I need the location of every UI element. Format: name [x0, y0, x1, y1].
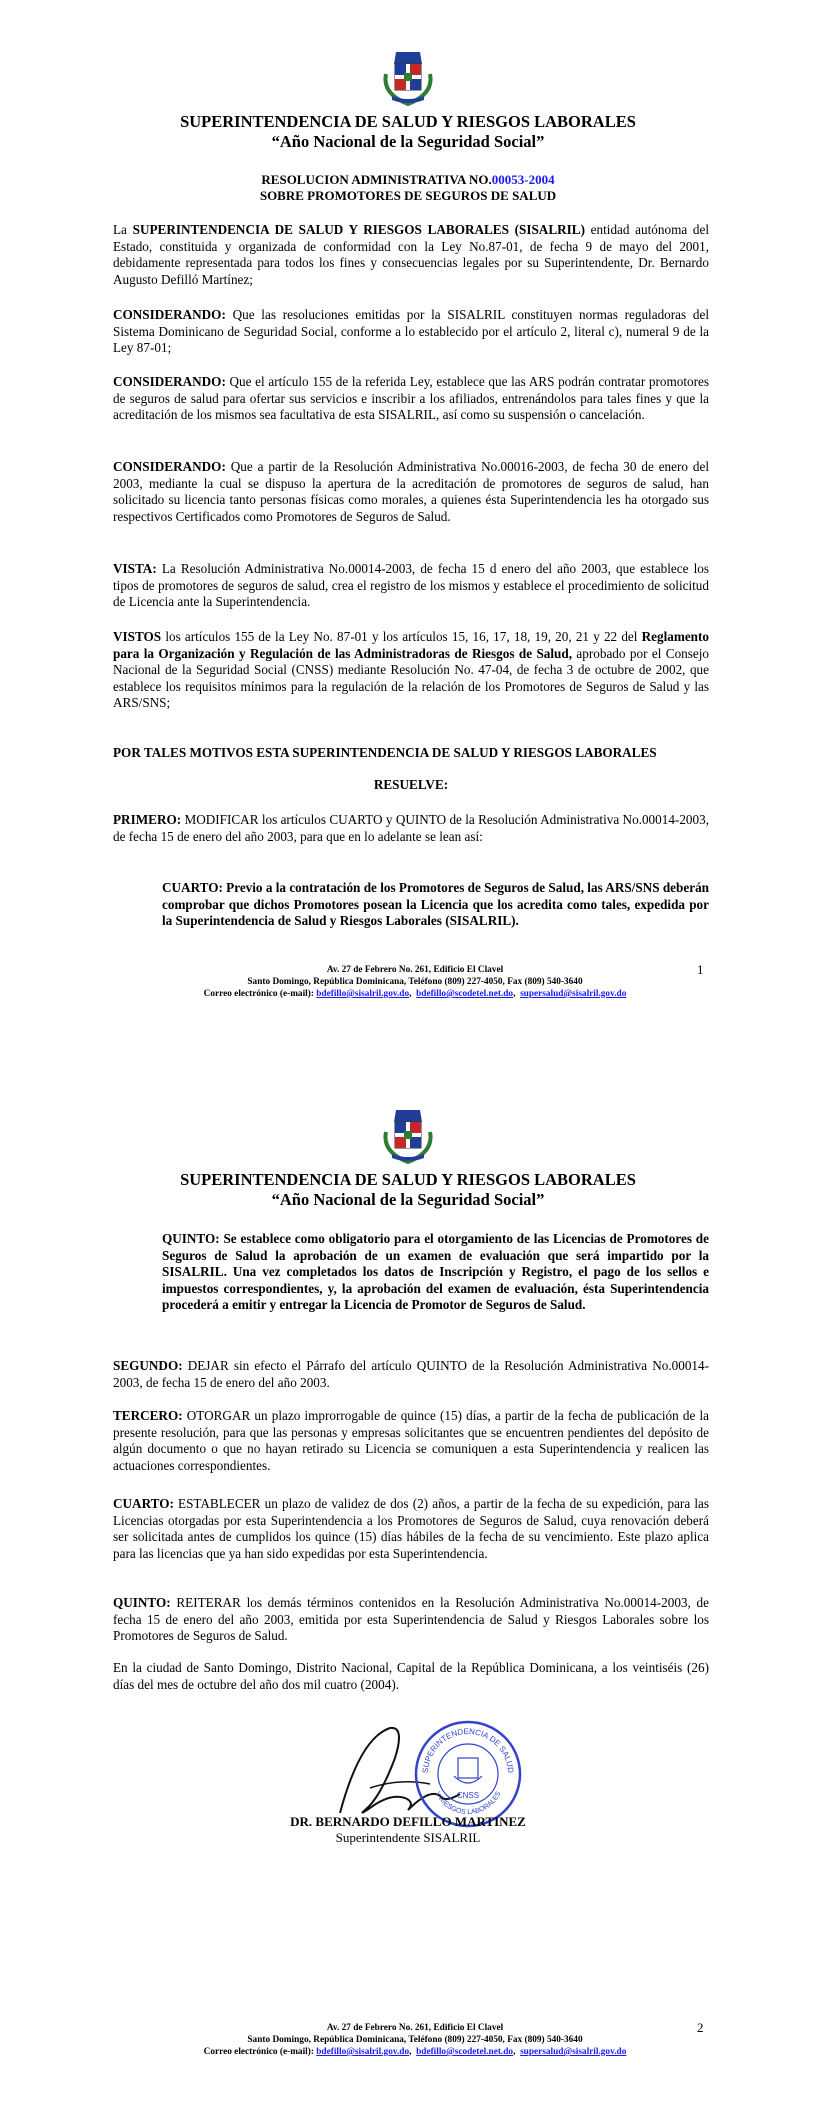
quinto-article: QUINTO: Se establece como obligatorio para el otorgamiento de las Licencias de Promotores de Seguros de Salud la aprobación de un examen de evaluación que será impartido por la SISALRIL. Una vez completados los datos de Inscripción y Registro, el pago de los sellos e impuestos correspondientes, y, la aprobación del examen de evaluación, ésta Superintendencia procederá a emitir y entregar la Licencia de Promotor de Seguros de Salud.: [162, 1231, 709, 1313]
tercero-text: OTORGAR un plazo improrrogable de quince (15) días, a partir de la fecha de publicación de la presente resolución, para que las personas y empresas solicitantes que se encuentren pendientes del depósito de algún documento o que no hayan retirado su Licencia se comuniquen a esta Superintendencia y realicen las actuaciones correspondientes.: [113, 1408, 709, 1473]
considerando-1-label: CONSIDERANDO:: [113, 307, 226, 322]
page-1: [0, 0, 816, 1058]
resolution-number: 00053-2004: [491, 172, 555, 187]
vista-paragraph: [113, 561, 709, 611]
org-name: SUPERINTENDENCIA DE SALUD Y RIESGOS LABORALES: [180, 1170, 636, 1189]
vistos-text-1: los artículos 155 de la Ley No. 87-01 y los artículos 15, 16, 17, 18, 19, 20, 21 y 22 del: [161, 629, 642, 644]
intro-pre: La: [113, 222, 133, 237]
por-tales-motivos: POR TALES MOTIVOS ESTA SUPERINTENDENCIA DE SALUD Y RIESGOS LABORALES: [113, 745, 657, 760]
email-link-2[interactable]: bdefillo@scodetel.net.do: [416, 2047, 514, 2057]
intro-post: entidad autónoma del Estado, constituida y organizada de conformidad con la Ley No.87-01, de fecha 9 de mayo del 2001, debidamente representada para todos los fines y consecuencias legales por su Superintendente, Dr. Bernardo Augusto Defilló Martínez;: [113, 222, 709, 287]
considerando-1-text: Que las resoluciones emitidas por la SISALRIL constituyen normas reguladoras del Sistema Dominicano de Seguridad Social, conforme a lo establecido por el artículo 2, literal c), numeral 9 de la Ley 87-01;: [113, 307, 709, 356]
considerando-3: [113, 459, 709, 525]
footer-2: [120, 2022, 710, 2058]
considerando-1: [113, 307, 709, 357]
vistos-text-2: aprobado por el Consejo Nacional de la Seguridad Social (CNSS) mediante Resolución No. 47-04, de fecha 3 de octubre de 2002, que establece los requisitos mínimos para la regulación de la relación de los Promotores de Seguros de Salud y las ARS/SNS;: [113, 645, 709, 711]
org-name: SUPERINTENDENCIA DE SALUD Y RIESGOS LABORALES: [180, 112, 636, 131]
cuarto-text: ESTABLECER un plazo de validez de dos (2) años, a partir de la fecha de su expedición, para las Licencias otorgadas por esta Superintendencia a los Promotores de Seguros de Salud, cuya renovación deberá ser solicitada antes de cumplidos los quince (15) días hábiles de la fecha de su vencimiento. Este plazo aplica para las licencias que ya han sido expedidas por esta Superintendencia.: [113, 1496, 709, 1561]
resolution-title-prefix: RESOLUCION ADMINISTRATIVA NO.: [261, 172, 492, 187]
email-link-2[interactable]: bdefillo@scodetel.net.do: [416, 989, 514, 999]
considerando-3-label: CONSIDERANDO:: [113, 459, 226, 474]
footer-1: [120, 964, 710, 1000]
motto: “Año Nacional de la Seguridad Social”: [271, 132, 545, 151]
vista-label: VISTA:: [113, 561, 157, 576]
intro-paragraph: [113, 222, 709, 288]
cuarto-paragraph: [113, 1496, 709, 1562]
segundo-paragraph: [113, 1358, 709, 1391]
email-link-1[interactable]: bdefillo@sisalril.gov.do: [316, 2047, 410, 2057]
email-link-3[interactable]: supersalud@sisalril.gov.do: [520, 2047, 627, 2057]
footer-email-label: Correo electrónico (e-mail):: [203, 989, 317, 999]
coat-of-arms-icon: [378, 1102, 438, 1166]
tercero-paragraph: [113, 1408, 709, 1474]
quinto-text: REITERAR los demás términos contenidos en la Resolución Administrativa No.00014-2003, de fecha 15 de enero del año 2003, emitida por esta Superintendencia de Salud y Riesgos Laborales sobre los Promotores de Seguros de Salud.: [113, 1595, 709, 1644]
stamp-center: CNSS: [456, 1791, 480, 1800]
closing-paragraph: En la ciudad de Santo Domingo, Distrito Nacional, Capital de la República Dominicana, a los veintiséis (26) días del mes de octubre del año dos mil cuatro (2004).: [113, 1660, 709, 1692]
segundo-label: SEGUNDO:: [113, 1358, 183, 1373]
coat-of-arms-icon: [378, 44, 438, 108]
segundo-text: DEJAR sin efecto el Párrafo del artículo QUINTO de la Resolución Administrativa No.00014-2003, de fecha 15 de enero del año 2003.: [113, 1358, 709, 1390]
resuelve-heading: RESUELVE:: [373, 777, 449, 792]
primero-label: PRIMERO:: [113, 812, 182, 827]
footer-emails: Correo electrónico (e-mail): bdefillo@sisalril.gov.do, bdefillo@scodetel.net.do, supersalud@sisalril.gov.do: [203, 2047, 627, 2057]
footer-city-phone: Santo Domingo, República Dominicana, Teléfono (809) 227-4050, Fax (809) 540-3640: [247, 977, 583, 987]
motto: “Año Nacional de la Seguridad Social”: [271, 1190, 545, 1209]
footer-city-phone: Santo Domingo, República Dominicana, Teléfono (809) 227-4050, Fax (809) 540-3640: [247, 2035, 583, 2045]
quinto-paragraph: [113, 1595, 709, 1645]
vistos-bold: Reglamento para la Organización y Regulación de las Administradoras de Riesgos de Salud,: [113, 629, 709, 661]
email-link-1[interactable]: bdefillo@sisalril.gov.do: [316, 989, 410, 999]
signatory-name: DR. BERNARDO DEFILLO MARTINEZ: [290, 1814, 526, 1829]
primero-text: MODIFICAR los artículos CUARTO y QUINTO de la Resolución Administrativa No.00014-2003, de fecha 15 de enero del año 2003, para que en lo adelante se lean así:: [113, 812, 709, 844]
tercero-label: TERCERO:: [113, 1408, 183, 1423]
vista-text: La Resolución Administrativa No.00014-2003, de fecha 15 d enero del año 2003, que establece los tipos de promotores de seguros de salud, crea el registro de los mismos y establece el procedimiento de solicitud de Licencia ante la Superintendencia.: [113, 561, 709, 610]
intro-bold: SUPERINTENDENCIA DE SALUD Y RIESGOS LABORALES (SISALRIL): [132, 222, 585, 237]
cuarto-label: CUARTO:: [113, 1496, 174, 1511]
footer-address: Av. 27 de Febrero No. 261, Edificio El Clavel: [326, 965, 504, 975]
resolution-title: [0, 172, 816, 188]
quinto-label: QUINTO:: [113, 1595, 171, 1610]
considerando-2-label: CONSIDERANDO:: [113, 374, 226, 389]
footer-email-label: Correo electrónico (e-mail):: [203, 2047, 317, 2057]
footer-address: Av. 27 de Febrero No. 261, Edificio El Clavel: [326, 2023, 504, 2033]
page-2: [0, 1058, 816, 2116]
considerando-2: [113, 374, 709, 424]
stamp-text-top: SUPERINTENDENCIA DE SALUD: [420, 1726, 516, 1774]
signatory-title: Superintendente SISALRIL: [335, 1830, 481, 1845]
page-number-1: 1: [697, 962, 704, 977]
considerando-3-text: Que a partir de la Resolución Administrativa No.00016-2003, de fecha 30 de enero del 2003, mediante la cual se dispuso la apertura de la acreditación de promotores de seguros de salud, han solicitado su licencia tanto personas físicas como morales, a quienes ésta Superintendencia les ha otorgado sus respectivos Certificados como Promotores de Seguros de Salud.: [113, 459, 709, 524]
email-link-3[interactable]: supersalud@sisalril.gov.do: [520, 989, 627, 999]
resolution-subtitle: SOBRE PROMOTORES DE SEGUROS DE SALUD: [259, 188, 557, 203]
stamp-text-bottom: Y RIESGOS LABORALES: [433, 1790, 503, 1817]
cuarto-article: CUARTO: Previo a la contratación de los Promotores de Seguros de Salud, las ARS/SNS deberán comprobar que dichos Promotores posean la Licencia que los acredita como tales, expedida por la Superintendencia de Salud y Riesgos Laborales (SISALRIL).: [162, 880, 709, 929]
considerando-2-text: Que el artículo 155 de la referida Ley, establece que las ARS podrán contratar promotores de seguros de salud para ofertar sus servicios e inscribir a los afiliados, entrenándolos para tales fines y que la acreditación de los mismos sea facultativa de esta SISALRIL, así como su suspensión o cancelación.: [113, 374, 709, 423]
vistos-label: VISTOS: [113, 629, 162, 644]
vistos-paragraph: [113, 629, 709, 712]
footer-emails: Correo electrónico (e-mail): bdefillo@sisalril.gov.do, bdefillo@scodetel.net.do, supersalud@sisalril.gov.do: [203, 989, 627, 999]
primero-paragraph: [113, 812, 709, 845]
page-number-2: 2: [697, 2020, 704, 2035]
